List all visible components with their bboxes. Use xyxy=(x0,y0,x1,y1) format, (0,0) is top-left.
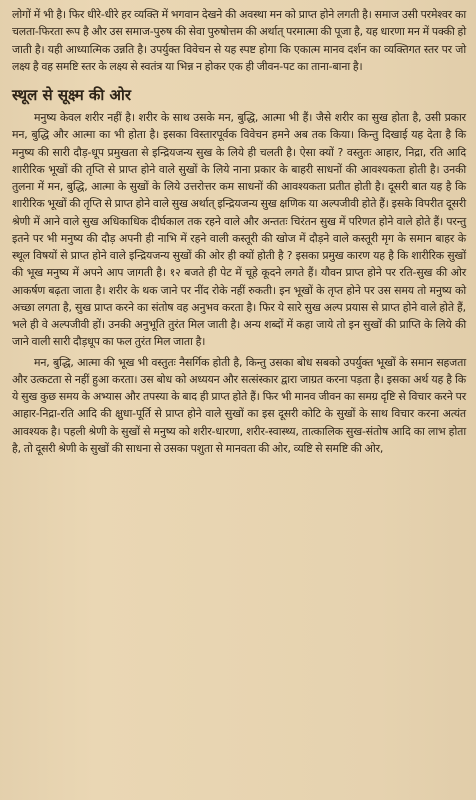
paragraph-closing: मन, बुद्धि, आत्मा की भूख भी वस्तुतः नैसर्गिक होती है, किन्तु उसका बोध सबको उपर्युक्त भूखों के समान सहजता और उत्कटता से नहीं हुआ करता। उस बोध को अध्ययन और सत्संस्कार द्वारा जाग्रत करना पड़ता है। इसका अर्थ यह है कि ये सुख कुछ समय के अभ्यास और तपस्या के बाद ही प्राप्त होते हैं। फिर भी मानव जीवन का समग्र दृष्टि से विचार करने पर आहार-निद्रा-रति आदि की क्षुधा-पूर्ति से प्राप्त होने वाले सुखों का इस दूसरी कोटि के सुखों के साथ विचार करना अत्यंत आवश्यक है। पहली श्रेणी के सुखों से मनुष्य को शरीर-धारणा, शरीर-स्वास्थ्य, तात्कालिक सुख-संतोष आदि का लाभ होता है, तो दूसरी श्रेणी के सुखों की साधना से उसका पशुता से मानवता की ओर, व्यष्टि से समष्टि की ओर, xyxy=(12,355,466,455)
paragraph-main: मनुष्य केवल शरीर नहीं है। शरीर के साथ उसके मन, बुद्धि, आत्मा भी हैं। जैसे शरीर का सुख होता है, उसी प्रकार मन, बुद्धि और आत्मा का भी होता है। इसका विस्तारपूर्वक विवेचन हमने अब तक किया। किन्तु दिखाई यह देता है कि मनुष्य की सारी दौड़-धूप प्रमुखता से इन्द्रियजन्य सुख के लिये ही चलती है। ऐसा क्यों ? वस्तुतः आहार, निद्रा, रति आदि शारीरिक भूखों की तृप्ति से प्राप्त होने वाले सुखों के लिये नाना प्रकार के बाहरी साधनों की आवश्यकता होती है। उनकी तुलना में मन, बुद्धि, आत्मा के सुखों के लिये उत्तरोत्तर कम साधनों की आवश्यकता प्रतीत होती है। दूसरी बात यह है कि शारीरिक भूखों की तृप्ति से प्राप्त होने वाले सुख अर्थात् इन्द्रियजन्य सुख क्षणिक या अल्पजीवी होते हैं। इसके विपरीत दूसरी श्रेणी में आने वाले सुख अधिकाधिक दीर्घकाल तक रहने वाले और अन्ततः चिरंतन सुख में परिणत होने वाले होते हैं। परन्तु इतने पर भी मनुष्य की दौड़ अपनी ही नाभि में रहने वाली कस्तूरी की खोज में दौड़ने वाले कस्तूरी मृग के समान बाहर के स्थूल विषयों से प्राप्त होने वाले इन्द्रियजन्य सुखों की ओर ही क्यों होती है ? इसका प्रमुख कारण यह है कि शारीरिक सुखों की भूख मनुष्य में अपने आप जागती है। १२ बजते ही पेट में चूहे कूदने लगते हैं। यौवन प्राप्त होने पर रति-सुख की ओर आकर्षण बढ़ता जाता है। शरीर के थक जाने पर नींद रोके नहीं रुकती। इन भूखों के तृप्त होने पर उस समय तो मनुष्य को अच्छा लगता है, सुख प्राप्त करने का संतोष वह अनुभव करता है। फिर ये सारे सुख अल्प प्रयास से प्राप्त होने वाले होते हैं, भले ही वे अल्पजीवी हों। उनकी अनुभूति तुरंत मिल जाती है। अन्य शब्दों में कहा जाये तो इन सुखों की प्राप्ति के लिये की जाने वाली सारी दौड़धूप का फल तुरंत मिल जाता है। xyxy=(12,111,466,349)
section-heading: स्थूल से सूक्ष्म की ओर xyxy=(12,86,131,104)
paragraph-intro: लोगों में भी है। फिर धीरे-धीरे हर व्यक्ति में भगवान देखने की अवस्था मन को प्राप्त होने लगती है। समाज उसी परमेश्वर का चलता-फिरता रूप है और उस समाज-पुरुष की सेवा पुरुषोत्तम की अर्थात् परमात्मा की पूजा है, यह धारणा मन में पक्की हो जाती है। यही आध्यात्मिक उन्नति है। उपर्युक्त विवेचन से यह स्पष्ट होगा कि एकात्म मानव दर्शन का व्यक्तिगत स्तर पर जो लक्ष्य है वह समष्टि स्तर के लक्ष्य से स्वतंत्र या भिन्न न होकर एक ही जीवन-पट का ताना-बाना है। xyxy=(12,8,466,73)
